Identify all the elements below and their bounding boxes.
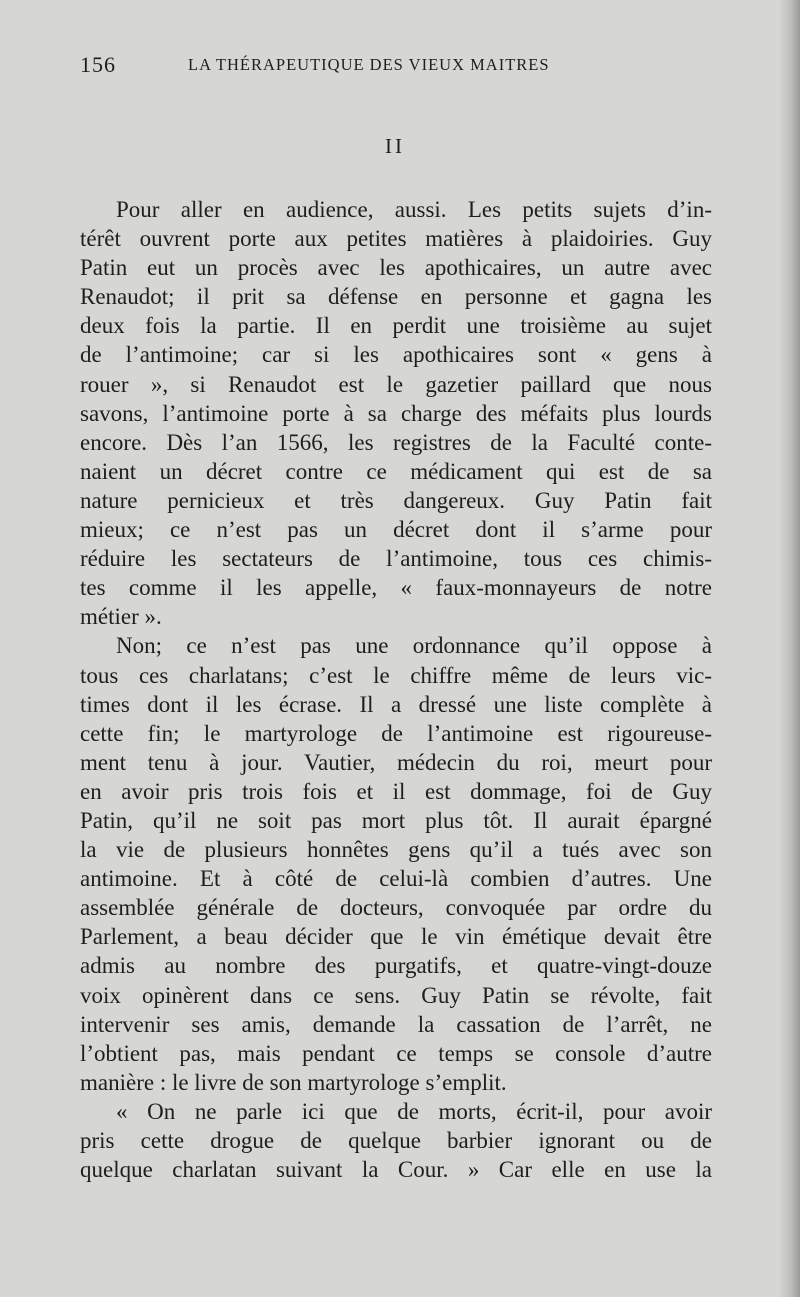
- text-line: ment tenu à jour. Vautier, médecin du roi, meurt pour: [80, 749, 712, 775]
- text-line: assemblée générale de docteurs, convoquée par ordre du: [80, 895, 712, 921]
- text-line: manière : le livre de son martyrologe s’emplit.: [80, 1069, 507, 1095]
- page-number: 156: [80, 52, 116, 77]
- text-line: Patin eut un procès avec les apothicaires, un autre avec: [80, 255, 712, 281]
- text-line: deux fois la partie. Il en perdit une troisième au sujet: [80, 313, 712, 339]
- text-line: encore. Dès l’an 1566, les registres de la Faculté conte-: [80, 429, 712, 455]
- text-line: nature pernicieux et très dangereux. Guy Patin fait: [80, 487, 712, 513]
- text-line: la vie de plusieurs honnêtes gens qu’il a tués avec son: [80, 837, 712, 863]
- text-line: mieux; ce n’est pas un décret dont il s’arme pour: [80, 517, 712, 543]
- running-title: LA THÉRAPEUTIQUE DES VIEUX MAITRES: [188, 55, 550, 74]
- text-line: Patin, qu’il ne soit pas mort plus tôt. Il aurait épargné: [80, 807, 712, 833]
- text-line: Pour aller en audience, aussi. Les petits sujets d’in-: [116, 197, 712, 222]
- text-line: de l’antimoine; car si les apothicaires sont « gens à: [80, 342, 712, 368]
- body-text: [80, 195, 712, 1184]
- text-line: Parlement, a beau décider que le vin émétique devait être: [80, 924, 712, 950]
- text-line: antimoine. Et à côté de celui-là combien d’autres. Une: [80, 866, 712, 892]
- text-line: naient un décret contre ce médicament qui est de sa: [80, 458, 712, 484]
- text-line: rouer », si Renaudot est le gazetier paillard que nous: [80, 371, 712, 397]
- text-line: pris cette drogue de quelque barbier ignorant ou de: [80, 1128, 712, 1153]
- page-edge-shadow: [778, 0, 800, 1297]
- text-line: Non; ce n’est pas une ordonnance qu’il oppose à: [116, 633, 712, 659]
- text-line: tes comme il les appelle, « faux-monnayeurs de notre: [80, 575, 712, 601]
- text-line: cette fin; le martyrologe de l’antimoine est rigoureuse-: [80, 720, 712, 746]
- text-line: « On ne parle ici que de morts, écrit-il, pour avoir: [116, 1098, 712, 1124]
- text-line: en avoir pris trois fois et il est dommage, foi de Guy: [80, 778, 712, 804]
- text-line: réduire les sectateurs de l’antimoine, tous ces chimis-: [80, 546, 712, 572]
- text-line: savons, l’antimoine porte à sa charge des méfaits plus lourds: [80, 400, 712, 426]
- text-line: quelque charlatan suivant la Cour. » Car elle en use la: [80, 1157, 712, 1183]
- text-line: intervenir ses amis, demande la cassation de l’arrêt, ne: [80, 1011, 712, 1037]
- text-line: times dont il les écrase. Il a dressé une liste complète à: [80, 691, 712, 717]
- text-line: Renaudot; il prit sa défense en personne et gagna les: [80, 284, 712, 310]
- running-head: [80, 52, 610, 80]
- text-line: admis au nombre des purgatifs, et quatre-vingt-douze: [80, 953, 712, 979]
- section-number: II: [385, 134, 405, 158]
- text-line: tous ces charlatans; c’est le chiffre même de leurs vic-: [80, 662, 712, 688]
- text-line: voix opinèrent dans ce sens. Guy Patin se révolte, fait: [80, 982, 712, 1008]
- text-line: l’obtient pas, mais pendant ce temps se console d’autre: [80, 1040, 712, 1066]
- text-line: métier ».: [80, 604, 162, 630]
- text-line: térêt ouvrent porte aux petites matières à plaidoiries. Guy: [80, 226, 712, 252]
